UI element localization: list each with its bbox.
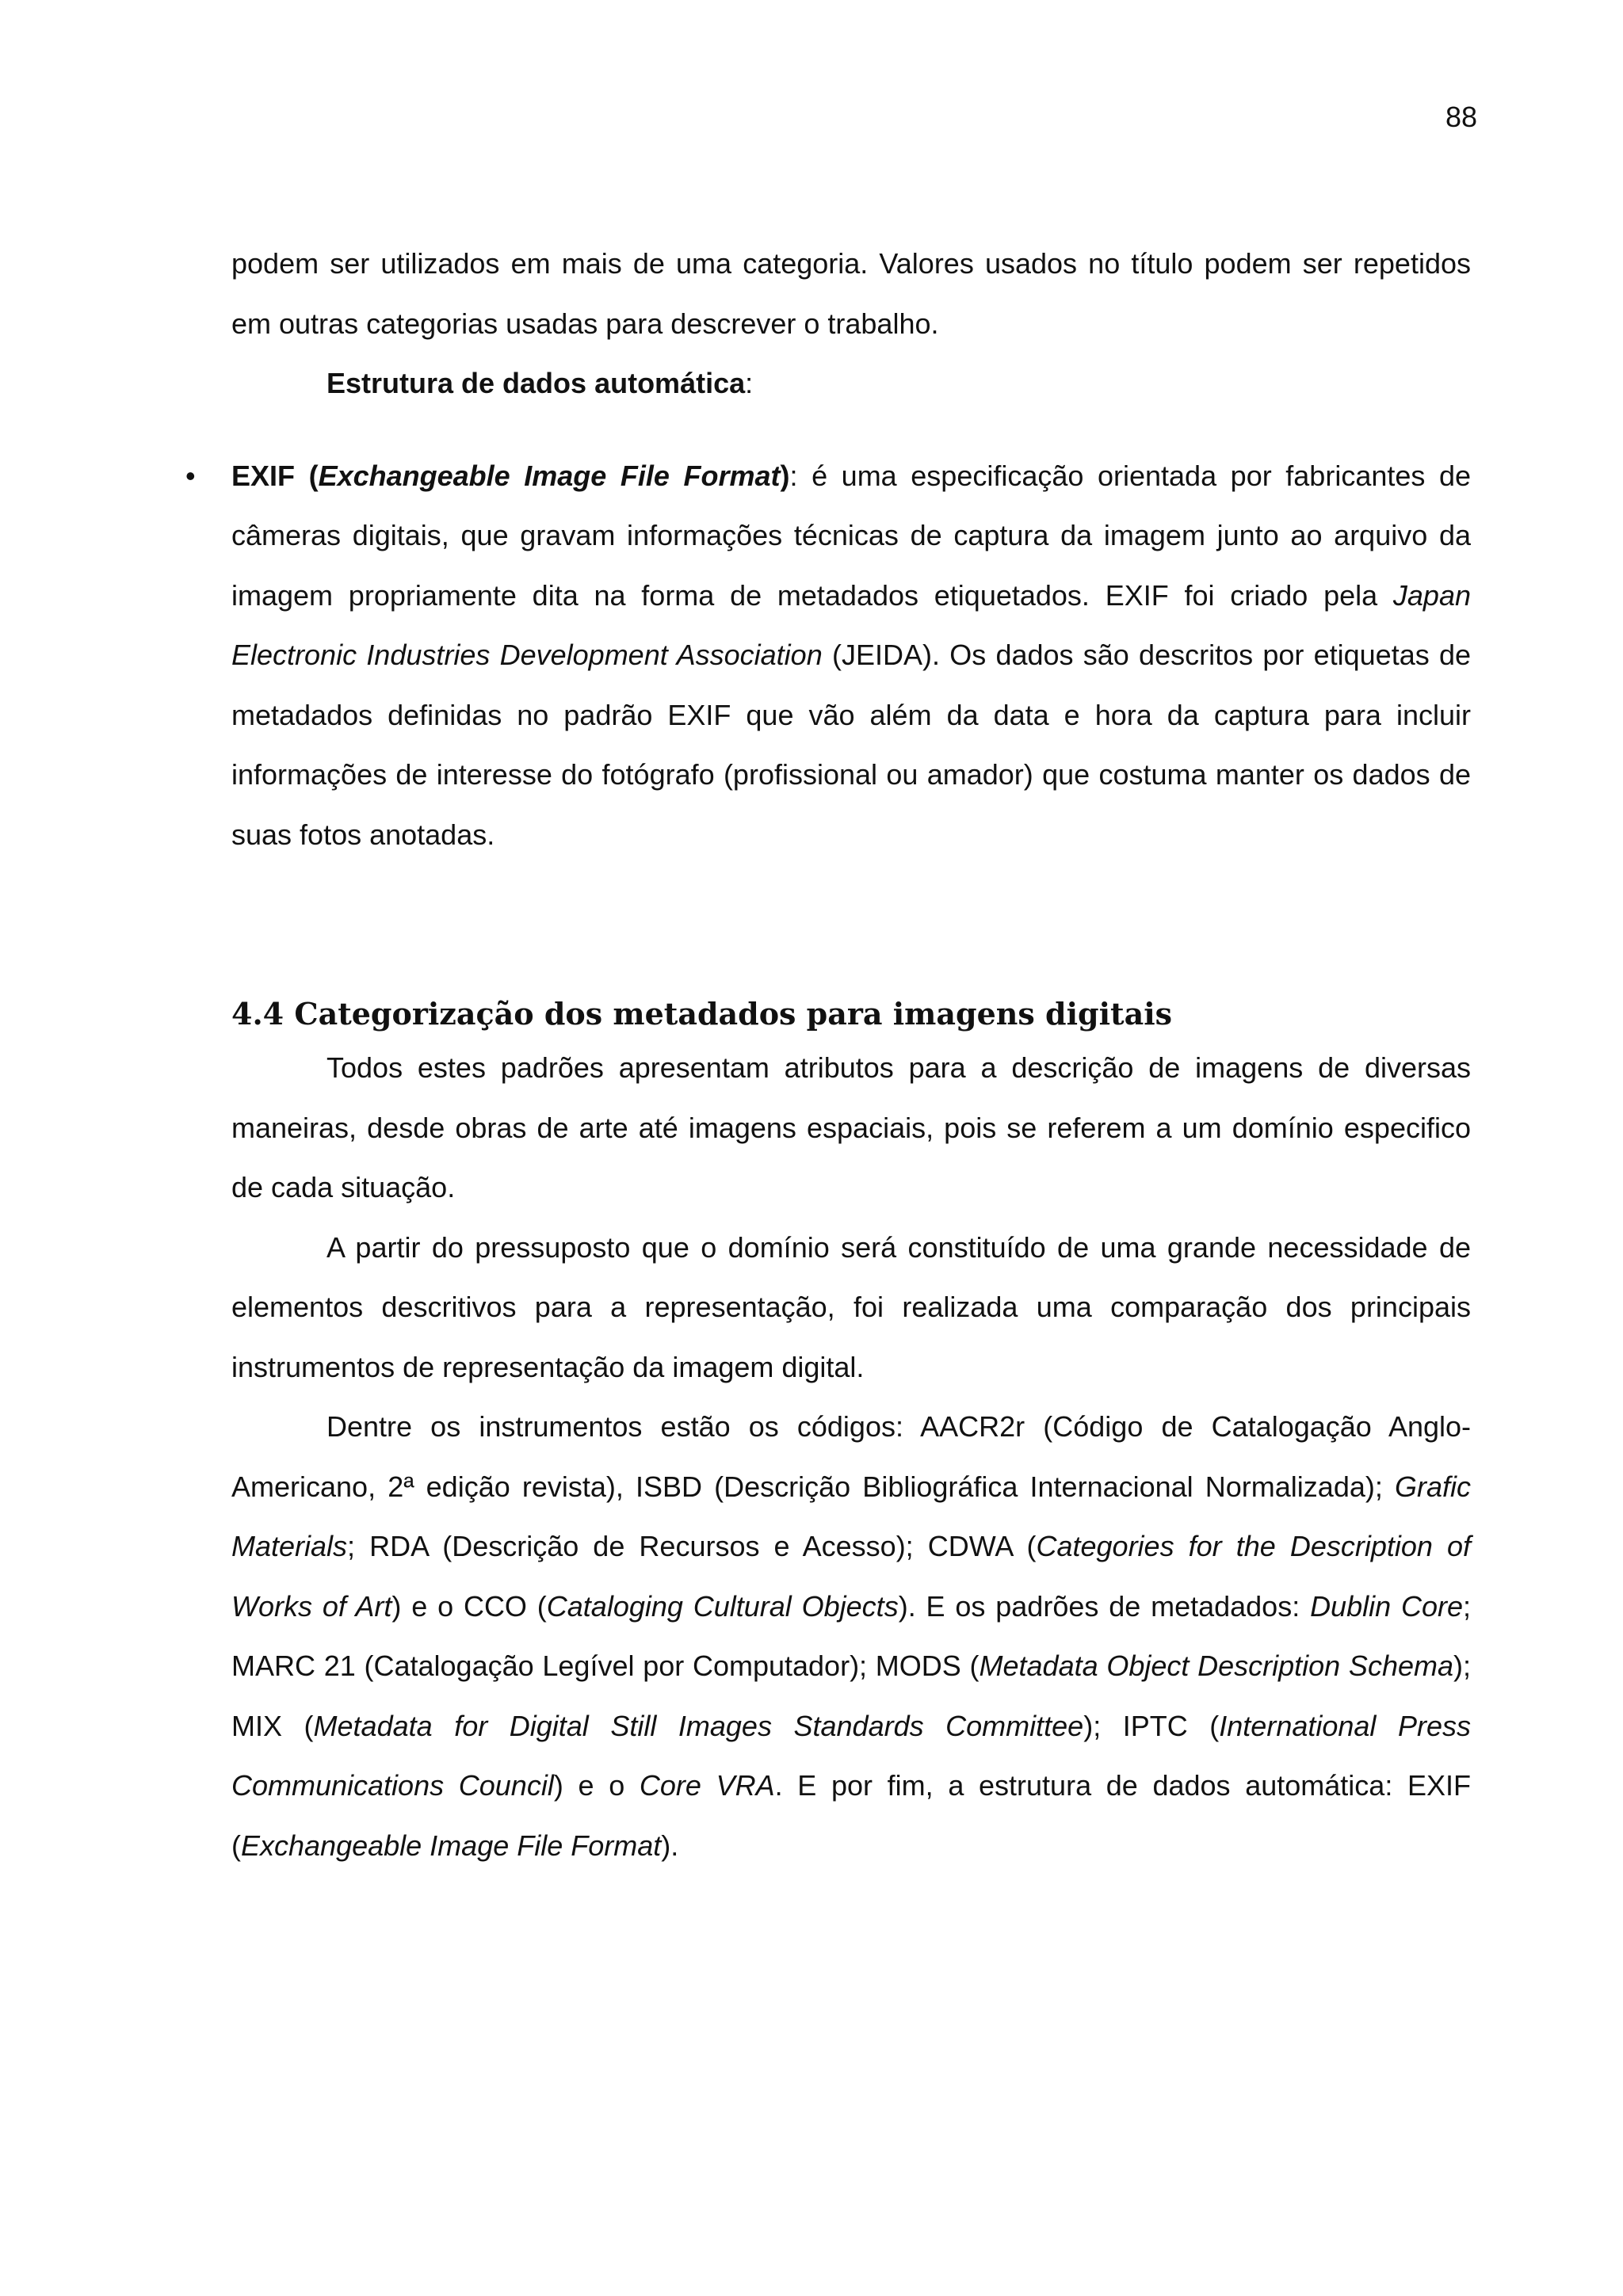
subheading-text: Estrutura de dados automática xyxy=(327,367,746,399)
p3-text-1: Dentre os instrumentos estão os códigos: AACR2r (Código de Catalogação Anglo-Americano, 2ª edição revista), ISBD (Descrição Bibliográfica Internacional Normalizada); xyxy=(231,1410,1471,1503)
subheading-colon: : xyxy=(745,367,754,399)
exif-description-2: (JEIDA). Os dados são descritos por etiquetas de metadados definidas no padrão EXIF que vão além da data e hora da captura para incluir informações de interesse do fotógrafo (profissional ou amador) que costuma manter os dados de suas fotos anotadas. xyxy=(231,639,1471,851)
paragraph-3 xyxy=(231,1397,1471,1875)
p3-text-9: . E por fim, a estrutura de dados automática: EXIF ( xyxy=(231,1769,1472,1862)
exif-term xyxy=(231,460,790,492)
section-heading: 4.4 Categorização dos metadados para imagens digitais xyxy=(231,996,1173,1032)
p3-text-2: ; RDA (Descrição de Recursos e Acesso); CDWA ( xyxy=(347,1530,1037,1562)
paragraph-1: Todos estes padrões apresentam atributos para a descrição de imagens de diversas maneiras, desde obras de arte até imagens espaciais, pois se referem a um domínio especifico de cada situação. xyxy=(231,1051,1471,1203)
p3-italic-exif: Exchangeable Image File Format xyxy=(241,1829,662,1862)
page-content xyxy=(185,234,1472,1875)
p3-text-3: ) e o CCO ( xyxy=(391,1589,547,1623)
continuation-paragraph: podem ser utilizados em mais de uma categoria. Valores usados no título podem ser repetidos em outras categorias usadas para descrever o trabalho. xyxy=(231,247,1471,340)
p3-italic-iptc: International Press Communications Council xyxy=(231,1709,1471,1802)
paragraph-2: A partir do pressuposto que o domínio será constituído de uma grande necessidade de elementos descritivos para a representação, foi realizada uma comparação dos principais instrumentos de representação da imagem digital. xyxy=(231,1230,1471,1383)
p3-text-6: ); MIX ( xyxy=(231,1650,1471,1742)
exif-term-expansion: Exchangeable Image File Format xyxy=(318,459,781,492)
page-number: 88 xyxy=(1445,101,1477,133)
p3-text-10: ). xyxy=(661,1829,679,1862)
p3-italic-mods: Metadata Object Description Schema xyxy=(979,1650,1453,1682)
p3-italic-grafic-materials: Grafic Materials xyxy=(231,1470,1471,1562)
p3-italic-mix: Metadata for Digital Still Images Standards Committee xyxy=(313,1709,1084,1742)
p3-italic-cco: Cataloging Cultural Objects xyxy=(546,1589,899,1623)
p3-text-7: ); IPTC ( xyxy=(1083,1709,1220,1742)
exif-bullet-item xyxy=(185,446,1472,865)
p3-italic-dublin-core: Dublin Core xyxy=(1310,1589,1463,1623)
exif-description-1: : é uma especificação orientada por fabricantes de câmeras digitais, que gravam informações técnicas de captura da imagem junto ao arquivo da imagem propriamente dita na forma de metadados etiquetados. EXIF foi criado pela xyxy=(231,459,1472,612)
bullet-icon: • xyxy=(185,459,196,492)
p3-text-4: ). E os padrões de metadados: xyxy=(898,1589,1311,1623)
jeida-name: Japan Electronic Industries Development Association xyxy=(231,578,1471,671)
p3-italic-cdwa: Categories for the Description of Works of Art xyxy=(231,1530,1471,1623)
exif-bullet-text xyxy=(231,446,1471,865)
exif-term-close: ) xyxy=(780,459,790,492)
p3-text-5: ; MARC 21 (Catalogação Legível por Computador); MODS ( xyxy=(231,1589,1472,1682)
exif-term-label: EXIF ( xyxy=(231,459,319,492)
subheading-automatic-data-structure xyxy=(231,353,1471,414)
p3-italic-core-vra: Core VRA xyxy=(639,1769,775,1802)
p3-text-8: ) e o xyxy=(553,1769,640,1802)
